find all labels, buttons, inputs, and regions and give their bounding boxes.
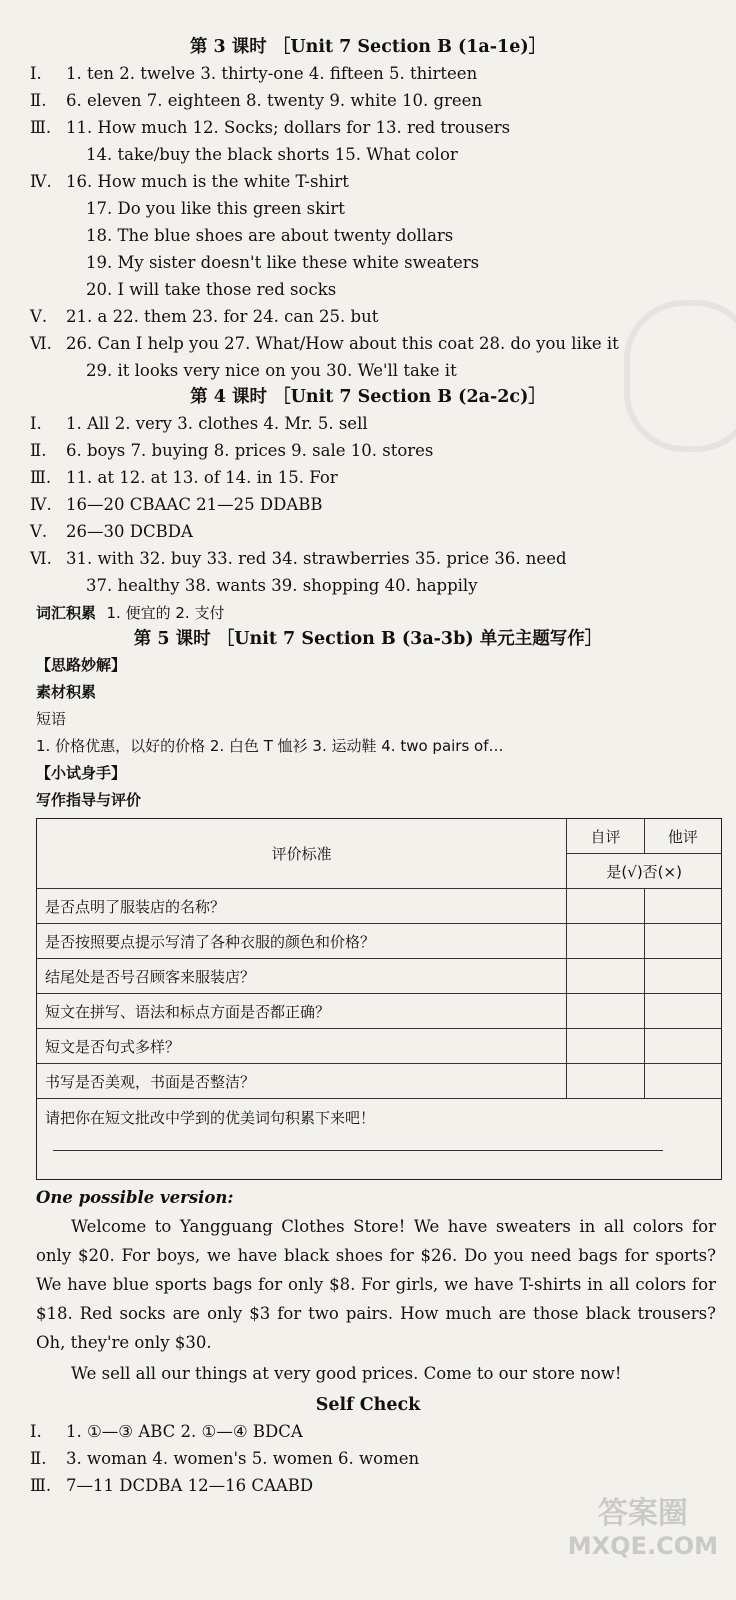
- answer-line: Ⅵ. 31. with 32. buy 33. red 34. strawberries 35. price 36. need: [30, 549, 567, 568]
- answer-line: Ⅴ. 26—30 DCBDA: [30, 522, 193, 541]
- peer-eval-header: 他评: [644, 819, 721, 854]
- lesson-3-title: 第 3 课时 ［Unit 7 Section B (1a-1e)］: [189, 37, 547, 57]
- self-check-title: Self Check: [315, 1395, 421, 1415]
- answer-line: Ⅲ. 11. at 12. at 13. of 14. in 15. For: [30, 468, 338, 487]
- phrase-list: 1. 价格优惠，以好的价格 2. 白色 T 恤衫 3. 运动鞋 4. two pairs of…: [36, 737, 504, 755]
- answer-line: Ⅱ. 6. eleven 7. eighteen 8. twenty 9. white 10. green: [30, 91, 483, 110]
- lesson-3-answers: [0, 60, 736, 384]
- table-row: 是否按照要点提示写清了各种衣服的颜色和价格？: [37, 924, 721, 959]
- writing-guide-heading: 写作指导与评价: [36, 791, 142, 809]
- watermark-seal-icon: [624, 300, 736, 452]
- table-row: 结尾处是否号召顾客来服装店？: [37, 959, 721, 994]
- answer-line: 29. it looks very nice on you 30. We'll take it: [86, 361, 457, 380]
- evaluation-table: [36, 818, 722, 1180]
- answer-line: Ⅰ. 1. ten 2. twelve 3. thirty-one 4. fifteen 5. thirteen: [30, 64, 478, 83]
- collect-prompt: 请把你在短文批改中学到的优美词句积累下来吧！: [45, 1109, 376, 1127]
- answer-line: Ⅰ. 1. All 2. very 3. clothes 4. Mr. 5. sell: [30, 414, 368, 433]
- answer-line: Ⅰ. 1. ①—③ ABC 2. ①—④ BDCA: [30, 1422, 303, 1441]
- table-row: 书写是否美观，书面是否整洁？: [37, 1064, 721, 1099]
- duanyu-heading: 短语: [36, 710, 67, 728]
- answer-line: 19. My sister doesn't like these white sweaters: [86, 253, 480, 272]
- vocab-text: 1. 便宜的 2. 支付: [106, 604, 225, 622]
- answer-line: Ⅳ. 16. How much is the white T-shirt: [30, 172, 349, 191]
- collect-phrases-cell: [37, 1099, 721, 1180]
- table-row: 是否点明了服装店的名称？: [37, 889, 721, 924]
- answer-line: 18. The blue shoes are about twenty dollars: [86, 226, 454, 245]
- lesson-4-title: 第 4 课时 ［Unit 7 Section B (2a-2c)］: [190, 387, 546, 407]
- answer-line: Ⅲ. 11. How much 12. Socks; dollars for 13. red trousers: [30, 118, 511, 137]
- answer-line: 20. I will take those red socks: [86, 280, 337, 299]
- lesson-5-title: 第 5 课时 ［Unit 7 Section B (3a-3b) 单元主题写作］: [133, 629, 603, 649]
- vocab-label: 词汇积累: [36, 604, 97, 622]
- sample-paragraph-1: Welcome to Yangguang Clothes Store! We have sweaters in all colors for only $20. For boys, we have black shoes for $26. Do you need bags for sports? We have blue sports bags for only $8. For girls, we have T-shirts in all colors for $18. Red socks are only $3 for two pairs. How much are those black trousers? Oh, they're only $30.: [36, 1217, 716, 1352]
- sucai-heading: 素材积累: [36, 683, 97, 701]
- vocab-line: [0, 599, 736, 626]
- answer-line: 14. take/buy the black shorts 15. What color: [86, 145, 458, 164]
- answer-line: Ⅲ. 7—11 DCDBA 12—16 CAABD: [30, 1476, 314, 1495]
- answer-line: Ⅳ. 16—20 CBAAC 21—25 DDABB: [30, 495, 323, 514]
- table-row: 短文在拼写、语法和标点方面是否都正确？: [37, 994, 721, 1029]
- answer-line: 17. Do you like this green skirt: [86, 199, 345, 218]
- watermark: 答案圈 MXQE.COM: [567, 1496, 718, 1560]
- sample-paragraph-2: We sell all our things at very good prices. Come to our store now!: [71, 1364, 622, 1383]
- possible-version-label: One possible version:: [36, 1188, 234, 1207]
- answer-line: Ⅱ. 6. boys 7. buying 8. prices 9. sale 10. stores: [30, 441, 434, 460]
- xiaoshi-heading: 【小试身手】: [36, 764, 127, 782]
- answer-line: Ⅱ. 3. woman 4. women's 5. women 6. women: [30, 1449, 420, 1468]
- siluo-heading: 【思路妙解】: [36, 656, 127, 674]
- answer-line: 37. healthy 38. wants 39. shopping 40. happily: [86, 576, 478, 595]
- criteria-header: 评价标准: [37, 819, 567, 889]
- lesson-4-answers: [0, 410, 736, 626]
- writing-line: [53, 1150, 663, 1151]
- table-row: 短文是否句式多样？: [37, 1029, 721, 1064]
- self-eval-header: 自评: [567, 819, 644, 854]
- answer-line: Ⅴ. 21. a 22. them 23. for 24. can 25. but: [30, 307, 379, 326]
- yes-no-header: 是(√)否(×): [567, 854, 721, 889]
- answer-line: Ⅵ. 26. Can I help you 27. What/How about this coat 28. do you like it: [30, 334, 619, 353]
